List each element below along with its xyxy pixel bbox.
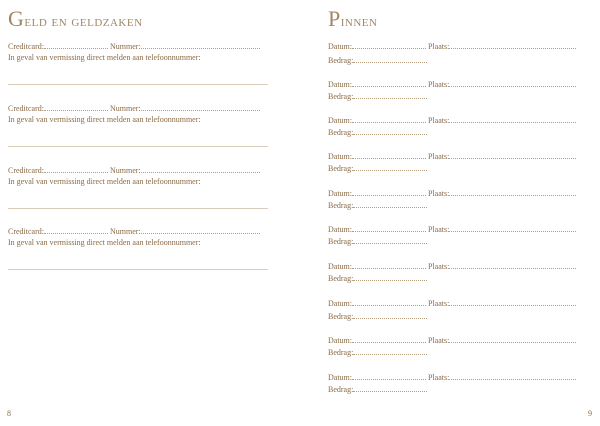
date-place-row [328, 115, 576, 126]
date-field[interactable] [352, 298, 426, 306]
title-rest: eld en geldzaken [24, 14, 143, 30]
amount-row [328, 127, 427, 138]
place-label: Plaats: [428, 373, 450, 382]
phone-number-line[interactable] [8, 269, 268, 270]
place-label: Plaats: [428, 42, 450, 51]
number-field[interactable] [141, 226, 260, 234]
amount-row [328, 55, 427, 66]
amount-field[interactable] [353, 273, 427, 281]
place-label: Plaats: [428, 152, 450, 161]
place-label: Plaats: [428, 189, 450, 198]
date-field[interactable] [352, 41, 426, 49]
amount-field[interactable] [353, 384, 427, 392]
place-field[interactable] [449, 79, 576, 87]
date-place-row [328, 79, 576, 90]
creditcard-row [8, 103, 260, 114]
date-label: Datum: [328, 299, 352, 308]
amount-row [328, 347, 427, 358]
place-field[interactable] [449, 151, 576, 159]
creditcard-row [8, 41, 260, 52]
title-rest: innen [340, 14, 378, 30]
number-field[interactable] [141, 103, 260, 111]
amount-field[interactable] [353, 311, 427, 319]
amount-label: Bedrag: [328, 385, 354, 394]
amount-row [328, 384, 427, 395]
date-label: Datum: [328, 189, 352, 198]
date-field[interactable] [352, 115, 426, 123]
date-label: Datum: [328, 225, 352, 234]
report-text: In geval van vermissing direct melden aan telefoonnummer: [8, 238, 201, 247]
date-field[interactable] [352, 224, 426, 232]
creditcard-row [8, 165, 260, 176]
amount-field[interactable] [353, 55, 427, 63]
phone-number-line[interactable] [8, 84, 268, 85]
page-number: 8 [7, 409, 11, 418]
amount-label: Bedrag: [328, 56, 354, 65]
amount-field[interactable] [353, 236, 427, 244]
amount-row [328, 236, 427, 247]
place-field[interactable] [449, 224, 576, 232]
amount-label: Bedrag: [328, 274, 354, 283]
creditcard-field[interactable] [44, 103, 108, 111]
amount-field[interactable] [353, 127, 427, 135]
date-place-row [328, 261, 576, 272]
date-place-row [328, 151, 576, 162]
amount-label: Bedrag: [328, 164, 354, 173]
place-label: Plaats: [428, 262, 450, 271]
place-field[interactable] [449, 372, 576, 380]
place-field[interactable] [449, 261, 576, 269]
amount-label: Bedrag: [328, 201, 354, 210]
date-field[interactable] [352, 335, 426, 343]
creditcard-row [8, 226, 260, 237]
number-field[interactable] [141, 41, 260, 49]
date-label: Datum: [328, 152, 352, 161]
date-place-row [328, 298, 576, 309]
place-field[interactable] [449, 41, 576, 49]
amount-label: Bedrag: [328, 237, 354, 246]
title-initial: P [328, 6, 341, 31]
date-place-row [328, 335, 576, 346]
date-field[interactable] [352, 261, 426, 269]
place-field[interactable] [449, 335, 576, 343]
amount-row [328, 91, 427, 102]
date-field[interactable] [352, 79, 426, 87]
date-place-row [328, 224, 576, 235]
report-text: In geval van vermissing direct melden aan telefoonnummer: [8, 115, 201, 124]
amount-field[interactable] [353, 347, 427, 355]
creditcard-label: Creditcard: [8, 104, 44, 113]
date-place-row [328, 41, 576, 52]
place-label: Plaats: [428, 116, 450, 125]
number-label: Nummer: [109, 104, 141, 113]
amount-row [328, 311, 427, 322]
report-text: In geval van vermissing direct melden aan telefoonnummer: [8, 53, 201, 62]
date-label: Datum: [328, 116, 352, 125]
place-field[interactable] [449, 298, 576, 306]
amount-label: Bedrag: [328, 128, 354, 137]
number-label: Nummer: [109, 227, 141, 236]
creditcard-field[interactable] [44, 41, 108, 49]
date-label: Datum: [328, 80, 352, 89]
place-label: Plaats: [428, 80, 450, 89]
date-field[interactable] [352, 151, 426, 159]
page-number: 9 [588, 409, 592, 418]
date-field[interactable] [352, 372, 426, 380]
report-text: In geval van vermissing direct melden aan telefoonnummer: [8, 177, 201, 186]
date-label: Datum: [328, 262, 352, 271]
amount-label: Bedrag: [328, 92, 354, 101]
date-label: Datum: [328, 336, 352, 345]
amount-label: Bedrag: [328, 348, 354, 357]
amount-field[interactable] [353, 200, 427, 208]
page-title [328, 6, 377, 32]
place-label: Plaats: [428, 225, 450, 234]
amount-field[interactable] [353, 91, 427, 99]
creditcard-label: Creditcard: [8, 166, 44, 175]
number-label: Nummer: [109, 42, 141, 51]
place-field[interactable] [449, 188, 576, 196]
title-initial: G [8, 6, 25, 31]
page-title [8, 6, 143, 32]
phone-number-line[interactable] [8, 146, 268, 147]
amount-label: Bedrag: [328, 312, 354, 321]
creditcard-label: Creditcard: [8, 227, 44, 236]
right-page [300, 0, 600, 426]
date-place-row [328, 188, 576, 199]
creditcard-field[interactable] [44, 165, 108, 173]
date-place-row [328, 372, 576, 383]
number-field[interactable] [141, 165, 260, 173]
amount-row [328, 200, 427, 211]
date-label: Datum: [328, 42, 352, 51]
amount-field[interactable] [353, 163, 427, 171]
number-label: Nummer: [109, 166, 141, 175]
amount-row [328, 163, 427, 174]
creditcard-label: Creditcard: [8, 42, 44, 51]
place-label: Plaats: [428, 336, 450, 345]
date-label: Datum: [328, 373, 352, 382]
place-label: Plaats: [428, 299, 450, 308]
place-field[interactable] [449, 115, 576, 123]
phone-number-line[interactable] [8, 208, 268, 209]
date-field[interactable] [352, 188, 426, 196]
creditcard-field[interactable] [44, 226, 108, 234]
amount-row [328, 273, 427, 284]
